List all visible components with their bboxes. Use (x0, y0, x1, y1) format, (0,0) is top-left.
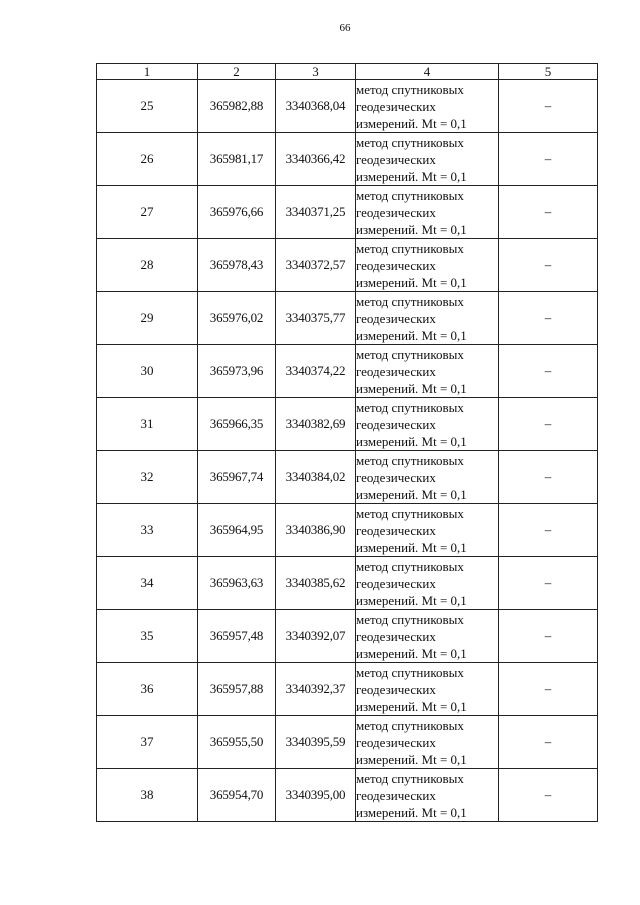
table-row (97, 398, 598, 451)
method-cell (356, 80, 499, 133)
method-cell (356, 504, 499, 557)
table-row (97, 610, 598, 663)
table-row (97, 133, 598, 186)
table-row (97, 239, 598, 292)
method-line: метод спутниковых (356, 505, 464, 521)
method-cell (356, 345, 499, 398)
method-line: метод спутниковых (356, 240, 464, 256)
note-cell: – (499, 133, 598, 186)
table-row (97, 557, 598, 610)
table-row (97, 292, 598, 345)
method-line: метод спутниковых (356, 611, 464, 627)
page-number: 66 (339, 22, 351, 34)
method-cell (356, 133, 499, 186)
method-cell (356, 186, 499, 239)
method-line: метод спутниковых (356, 134, 464, 150)
x-coordinate-cell: 365981,17 (198, 133, 276, 186)
table-body (97, 80, 598, 822)
method-line: измерений. Mt = 0,1 (356, 115, 467, 131)
method-cell (356, 663, 499, 716)
note-cell: – (499, 610, 598, 663)
coordinates-table (96, 63, 598, 822)
point-number-cell: 27 (97, 186, 198, 239)
point-number-cell: 30 (97, 345, 198, 398)
method-line: геодезических (356, 522, 436, 538)
y-coordinate-cell: 3340395,00 (276, 769, 356, 822)
x-coordinate-cell: 365973,96 (198, 345, 276, 398)
x-coordinate-cell: 365964,95 (198, 504, 276, 557)
method-cell (356, 557, 499, 610)
method-line: геодезических (356, 787, 436, 803)
y-coordinate-cell: 3340372,57 (276, 239, 356, 292)
y-coordinate-cell: 3340366,42 (276, 133, 356, 186)
y-coordinate-cell: 3340368,04 (276, 80, 356, 133)
method-line: измерений. Mt = 0,1 (356, 751, 467, 767)
table-row (97, 451, 598, 504)
method-line: геодезических (356, 416, 436, 432)
x-coordinate-cell: 365957,88 (198, 663, 276, 716)
note-cell: – (499, 398, 598, 451)
note-cell: – (499, 663, 598, 716)
method-line: измерений. Mt = 0,1 (356, 698, 467, 714)
note-cell: – (499, 292, 598, 345)
note-cell: – (499, 80, 598, 133)
table-row (97, 345, 598, 398)
method-line: геодезических (356, 734, 436, 750)
note-cell: – (499, 451, 598, 504)
method-cell (356, 769, 499, 822)
method-line: метод спутниковых (356, 452, 464, 468)
method-line: измерений. Mt = 0,1 (356, 221, 467, 237)
point-number-cell: 28 (97, 239, 198, 292)
y-coordinate-cell: 3340392,07 (276, 610, 356, 663)
method-line: геодезических (356, 310, 436, 326)
y-coordinate-cell: 3340392,37 (276, 663, 356, 716)
method-line: геодезических (356, 151, 436, 167)
point-number-cell: 25 (97, 80, 198, 133)
method-line: метод спутниковых (356, 81, 464, 97)
x-coordinate-cell: 365967,74 (198, 451, 276, 504)
method-line: метод спутниковых (356, 399, 464, 415)
method-cell (356, 451, 499, 504)
table-row (97, 769, 598, 822)
table-row (97, 716, 598, 769)
method-line: измерений. Mt = 0,1 (356, 804, 467, 820)
point-number-cell: 26 (97, 133, 198, 186)
point-number-cell: 33 (97, 504, 198, 557)
point-number-cell: 38 (97, 769, 198, 822)
y-coordinate-cell: 3340384,02 (276, 451, 356, 504)
method-line: метод спутниковых (356, 717, 464, 733)
y-coordinate-cell: 3340382,69 (276, 398, 356, 451)
method-line: геодезических (356, 469, 436, 485)
x-coordinate-cell: 365982,88 (198, 80, 276, 133)
note-cell: – (499, 239, 598, 292)
method-line: метод спутниковых (356, 664, 464, 680)
method-line: геодезических (356, 257, 436, 273)
method-cell (356, 292, 499, 345)
header-col-1: 1 (97, 64, 198, 80)
method-line: измерений. Mt = 0,1 (356, 645, 467, 661)
method-line: измерений. Mt = 0,1 (356, 380, 467, 396)
header-col-2: 2 (198, 64, 276, 80)
y-coordinate-cell: 3340375,77 (276, 292, 356, 345)
x-coordinate-cell: 365963,63 (198, 557, 276, 610)
note-cell: – (499, 557, 598, 610)
y-coordinate-cell: 3340395,59 (276, 716, 356, 769)
table-header (97, 64, 598, 80)
x-coordinate-cell: 365978,43 (198, 239, 276, 292)
y-coordinate-cell: 3340371,25 (276, 186, 356, 239)
table-row (97, 504, 598, 557)
header-col-4: 4 (356, 64, 499, 80)
y-coordinate-cell: 3340386,90 (276, 504, 356, 557)
method-cell (356, 610, 499, 663)
y-coordinate-cell: 3340374,22 (276, 345, 356, 398)
method-line: измерений. Mt = 0,1 (356, 592, 467, 608)
method-line: метод спутниковых (356, 346, 464, 362)
method-cell (356, 239, 499, 292)
method-line: геодезических (356, 204, 436, 220)
method-line: измерений. Mt = 0,1 (356, 539, 467, 555)
method-line: измерений. Mt = 0,1 (356, 327, 467, 343)
method-line: измерений. Mt = 0,1 (356, 274, 467, 290)
method-line: метод спутниковых (356, 293, 464, 309)
point-number-cell: 37 (97, 716, 198, 769)
x-coordinate-cell: 365966,35 (198, 398, 276, 451)
method-line: геодезических (356, 681, 436, 697)
x-coordinate-cell: 365957,48 (198, 610, 276, 663)
note-cell: – (499, 345, 598, 398)
method-line: метод спутниковых (356, 187, 464, 203)
method-line: метод спутниковых (356, 558, 464, 574)
method-line: геодезических (356, 628, 436, 644)
point-number-cell: 32 (97, 451, 198, 504)
method-cell (356, 398, 499, 451)
note-cell: – (499, 769, 598, 822)
x-coordinate-cell: 365976,66 (198, 186, 276, 239)
header-col-3: 3 (276, 64, 356, 80)
header-row (97, 64, 598, 80)
table-row (97, 80, 598, 133)
point-number-cell: 31 (97, 398, 198, 451)
header-col-5: 5 (499, 64, 598, 80)
point-number-cell: 34 (97, 557, 198, 610)
method-line: измерений. Mt = 0,1 (356, 486, 467, 502)
note-cell: – (499, 716, 598, 769)
method-line: измерений. Mt = 0,1 (356, 433, 467, 449)
y-coordinate-cell: 3340385,62 (276, 557, 356, 610)
method-line: геодезических (356, 363, 436, 379)
method-line: метод спутниковых (356, 770, 464, 786)
point-number-cell: 29 (97, 292, 198, 345)
point-number-cell: 35 (97, 610, 198, 663)
method-cell (356, 716, 499, 769)
table-row (97, 663, 598, 716)
x-coordinate-cell: 365976,02 (198, 292, 276, 345)
point-number-cell: 36 (97, 663, 198, 716)
note-cell: – (499, 186, 598, 239)
note-cell: – (499, 504, 598, 557)
method-line: геодезических (356, 98, 436, 114)
method-line: геодезических (356, 575, 436, 591)
x-coordinate-cell: 365955,50 (198, 716, 276, 769)
x-coordinate-cell: 365954,70 (198, 769, 276, 822)
method-line: измерений. Mt = 0,1 (356, 168, 467, 184)
table-row (97, 186, 598, 239)
